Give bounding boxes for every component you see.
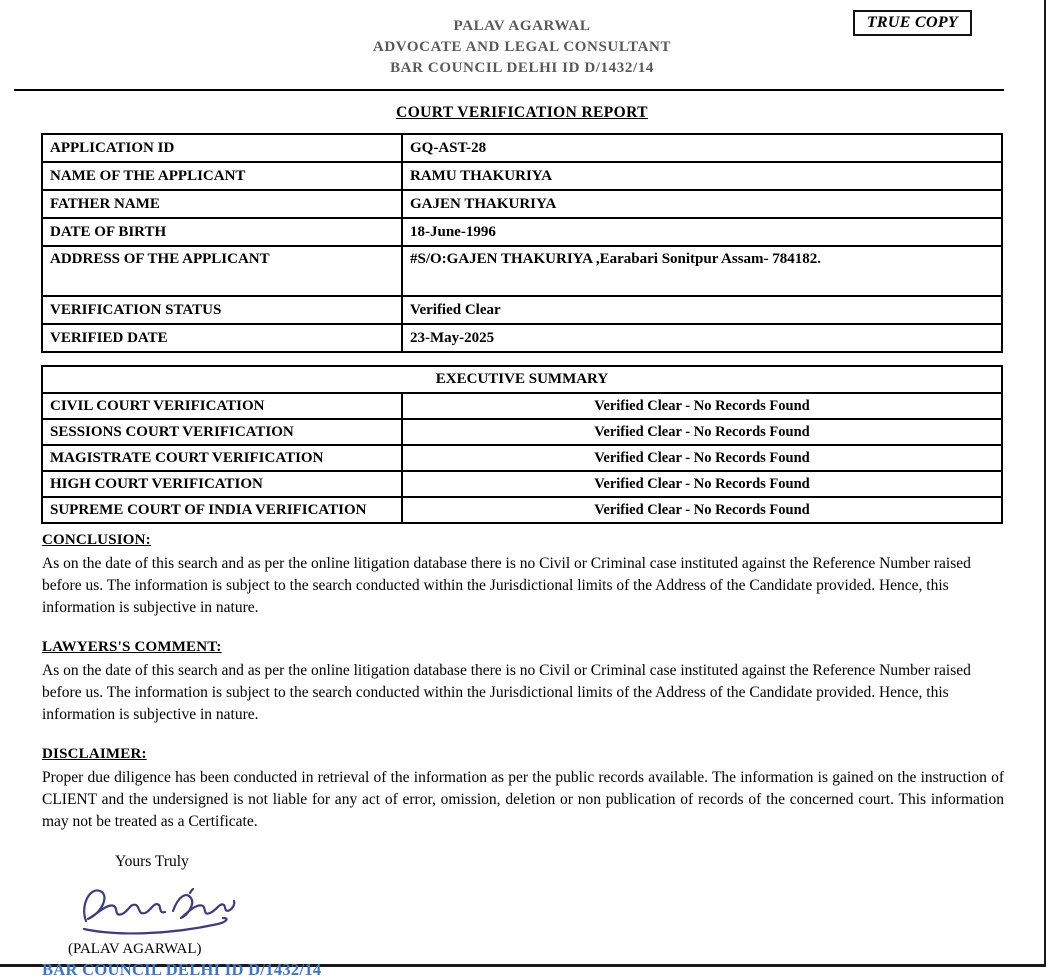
cell-value: GQ-AST-28 — [402, 134, 1002, 162]
cell-value: Verified Clear - No Records Found — [402, 445, 1002, 471]
table-row — [42, 190, 1002, 218]
bar-council-footer: BAR COUNCIL DELHI ID D/1432/14 — [42, 960, 322, 979]
section-conclusion — [42, 532, 1004, 619]
section-body: As on the date of this search and as per the online litigation database there is no Civil or Criminal case instituted against the Reference Number raised before us. The information is subject to the search conducted within the Jurisdictional limits of the Address of the Candidate provided. Hence, this information is subjective in nature. — [42, 662, 971, 723]
section-heading: CONCLUSION: — [42, 532, 151, 548]
section-heading: DISCLAIMER: — [42, 746, 147, 762]
table-row — [42, 419, 1002, 445]
cell-value: Verified Clear - No Records Found — [402, 419, 1002, 445]
page-title: COURT VERIFICATION REPORT — [396, 104, 648, 121]
cell-label: FATHER NAME — [42, 190, 402, 218]
cell-value: RAMU THAKURIYA — [402, 162, 1002, 190]
cell-value: 23-May-2025 — [402, 324, 1002, 352]
table-row — [42, 324, 1002, 352]
table-row — [42, 296, 1002, 324]
cell-value: Verified Clear - No Records Found — [402, 497, 1002, 523]
cell-label: HIGH COURT VERIFICATION — [42, 471, 402, 497]
cell-label: SESSIONS COURT VERIFICATION — [42, 419, 402, 445]
cell-value: Verified Clear — [402, 296, 1002, 324]
advocate-title: ADVOCATE AND LEGAL CONSULTANT — [372, 39, 672, 55]
table-row — [42, 162, 1002, 190]
cell-label: SUPREME COURT OF INDIA VERIFICATION — [42, 497, 402, 523]
text-sections — [42, 532, 1004, 833]
bar-council-id: BAR COUNCIL DELHI ID D/1432/14 — [390, 60, 654, 76]
section-lawyers-comment — [42, 639, 1004, 726]
yours-truly: Yours Truly — [115, 853, 189, 870]
header-divider — [14, 89, 1004, 91]
table-row — [42, 246, 1002, 296]
cell-label: DATE OF BIRTH — [42, 218, 402, 246]
signature-strokes — [72, 877, 242, 939]
table-header-row — [42, 366, 1002, 393]
section-body: Proper due diligence has been conducted in retrieval of the information as per the public records available. The information is gained on the instruction of CLIENT and the undersigned is not liable for any act of error, omission, deletion or non publication of records of the concerned court. This information may not be treated as a Certificate. — [42, 769, 1004, 830]
table-row — [42, 393, 1002, 419]
cell-label: NAME OF THE APPLICANT — [42, 162, 402, 190]
cell-value: Verified Clear - No Records Found — [402, 471, 1002, 497]
cell-value: GAJEN THAKURIYA — [402, 190, 1002, 218]
section-body: As on the date of this search and as per the online litigation database there is no Civil or Criminal case instituted against the Reference Number raised before us. The information is subject to the search conducted within the Jurisdictional limits of the Address of the Candidate provided. Hence, this information is subjective in nature. — [42, 555, 971, 616]
table-row — [42, 445, 1002, 471]
advocate-name: PALAV AGARWAL — [453, 18, 591, 34]
cell-label: APPLICATION ID — [42, 134, 402, 162]
table-row — [42, 134, 1002, 162]
table-row — [42, 218, 1002, 246]
true-copy-stamp: TRUE COPY — [853, 10, 972, 36]
section-disclaimer — [42, 746, 1004, 833]
cell-label: CIVIL COURT VERIFICATION — [42, 393, 402, 419]
cell-label: MAGISTRATE COURT VERIFICATION — [42, 445, 402, 471]
cell-label: VERIFIED DATE — [42, 324, 402, 352]
cell-label: VERIFICATION STATUS — [42, 296, 402, 324]
executive-summary-table — [41, 365, 1003, 524]
signature-image — [72, 877, 242, 939]
applicant-table — [41, 133, 1003, 353]
table-row — [42, 497, 1002, 523]
cell-value: #S/O:GAJEN THAKURIYA ,Earabari Sonitpur Assam- 784182. — [402, 246, 1002, 296]
executive-summary-heading: EXECUTIVE SUMMARY — [42, 366, 1002, 393]
table-row — [42, 471, 1002, 497]
signatory-name: (PALAV AGARWAL) — [68, 941, 202, 957]
section-heading: LAWYERS'S COMMENT: — [42, 639, 222, 655]
cell-value: Verified Clear - No Records Found — [402, 393, 1002, 419]
cell-label: ADDRESS OF THE APPLICANT — [42, 246, 402, 296]
cell-value: 18-June-1996 — [402, 218, 1002, 246]
